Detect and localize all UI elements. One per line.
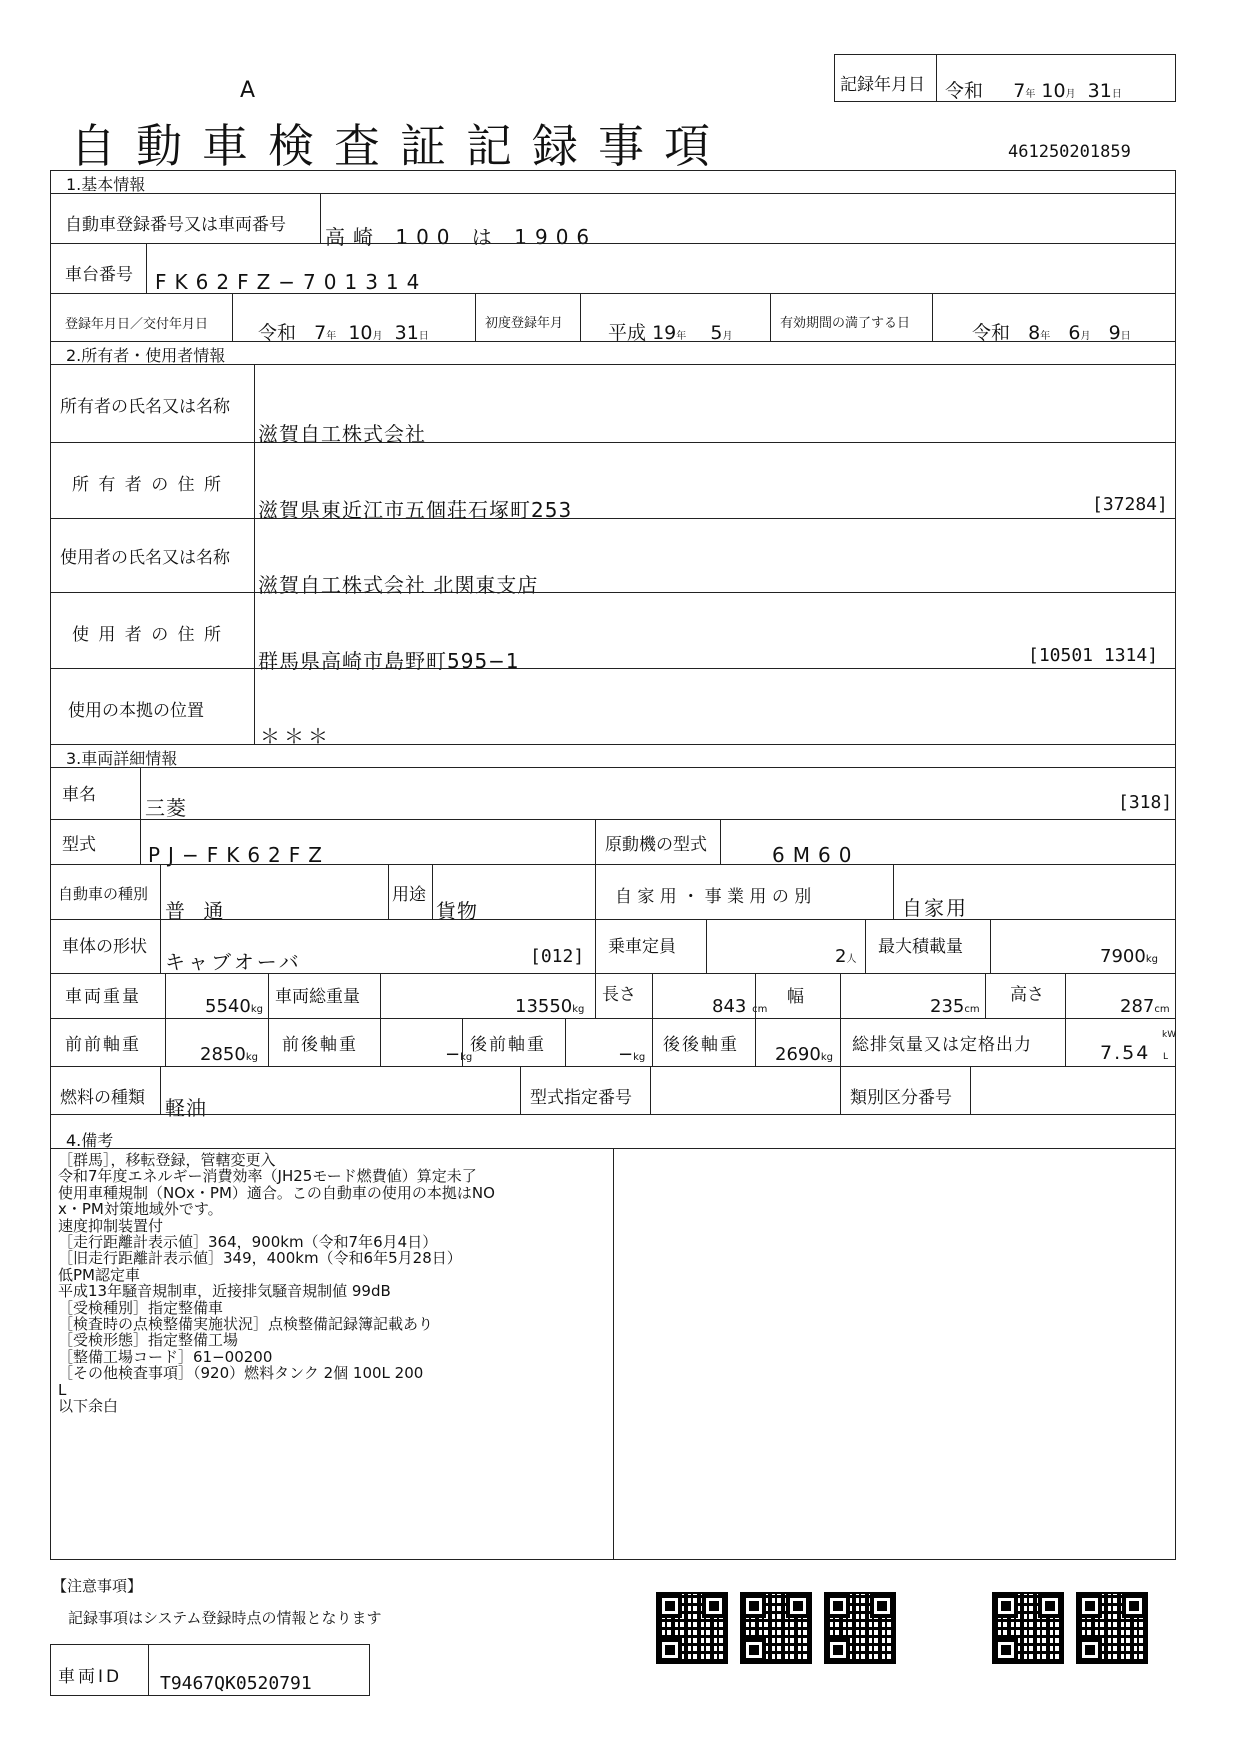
width-value: 235cm	[930, 996, 980, 1017]
owner-address-value: 滋賀県東近江市五個荘石塚町253	[258, 498, 573, 522]
vehicle-weight-value: 5540kg	[205, 996, 263, 1017]
capacity-label: 乗車定員	[608, 937, 676, 957]
length-label: 長さ	[602, 985, 636, 1005]
user-name-label: 使用者の氏名又は名称	[60, 548, 230, 568]
remarks-line: ［受検種別］指定整備車	[58, 1298, 224, 1317]
document-number: 461250201859	[1008, 142, 1131, 162]
section-2-label: 2.所有者・使用者情報	[66, 346, 226, 365]
remarks-line: ［整備工場コード］61−00200	[58, 1347, 273, 1366]
record-date-label: 記録年月日	[840, 75, 925, 95]
user-code: [10501 1314]	[1028, 645, 1159, 666]
expiry-date-value: 令和 8年 6月 9日	[972, 322, 1131, 344]
remarks-line: ［受検形態］指定整備工場	[58, 1331, 239, 1350]
displacement-label: 総排気量又は定格出力	[852, 1035, 1032, 1055]
section-4-label: 4.備考	[66, 1131, 114, 1150]
liter-unit: L	[1163, 1052, 1169, 1062]
chassis-value: FK62FZ−701314	[155, 270, 428, 294]
category-number-label: 類別区分番号	[850, 1088, 952, 1108]
vehicle-type-label: 自動車の種別	[58, 885, 149, 903]
vehicle-id-value: T9467QK0520791	[160, 1673, 312, 1694]
use-value: 貨物	[436, 899, 478, 923]
model-value: PJ−FK62FZ	[148, 843, 330, 867]
remarks-line: 以下余白	[58, 1397, 119, 1416]
remarks-line: ［群馬］，移転登録，管轄変更入	[58, 1151, 276, 1169]
height-label: 高さ	[1010, 985, 1044, 1005]
kw-unit: kW	[1162, 1030, 1177, 1040]
owner-name-label: 所有者の氏名又は名称	[60, 397, 230, 417]
use-label: 用途	[392, 885, 426, 905]
section-1-label: 1.基本情報	[66, 175, 146, 194]
front-front-axle-value: 2850kg	[200, 1044, 258, 1065]
body-shape-code: [012]	[530, 946, 585, 967]
remarks-line: ［その他検査事項］（920）燃料タンク 2個 100L 200	[58, 1364, 424, 1383]
engine-value: 6M60	[772, 843, 860, 867]
vehicle-weight-label: 車両重量	[65, 987, 141, 1007]
base-location-label: 使用の本拠の位置	[68, 701, 204, 721]
chassis-label: 車台番号	[65, 265, 133, 285]
capacity-value: 2人	[835, 946, 857, 967]
rear-rear-axle-label: 後後軸重	[663, 1035, 739, 1055]
vehicle-id-label: 車両ID	[58, 1667, 123, 1687]
record-date-value: 令和 7年 10月 31日	[945, 80, 1122, 102]
designation-number-label: 型式指定番号	[530, 1088, 632, 1108]
remarks-line: 低PM認定車	[58, 1265, 140, 1284]
remarks-line: 令和7年度エネルギー消費効率（JH25モード燃費値）算定未了	[58, 1167, 477, 1186]
issue-date-label: 登録年月日／交付年月日	[65, 317, 209, 332]
front-rear-axle-label: 前後軸重	[282, 1035, 358, 1055]
qr-code	[740, 1592, 812, 1664]
registration-value: 高崎 100 は 1906	[325, 225, 598, 249]
height-value: 287cm	[1120, 996, 1170, 1017]
qr-code	[1076, 1592, 1148, 1664]
corner-letter: A	[240, 78, 256, 103]
length-value: 843 cm	[712, 996, 768, 1017]
remarks-line: ［走行距離計表示値］364，900km（令和7年6月4日）	[58, 1233, 438, 1252]
first-registration-label: 初度登録年月	[485, 316, 564, 331]
base-location-value: ＊＊＊	[260, 724, 332, 748]
owner-address-label: 所 有 者 の 住 所	[72, 475, 224, 495]
make-value: 三菱	[145, 796, 187, 820]
remarks-line: ［旧走行距離計表示値］349，400km（令和6年5月28日）	[58, 1249, 462, 1268]
user-address-value: 群馬県高崎市島野町595−1	[258, 649, 520, 673]
registration-label: 自動車登録番号又は車両番号	[65, 215, 286, 235]
max-load-label: 最大積載量	[878, 937, 963, 957]
qr-code	[656, 1592, 728, 1664]
width-label: 幅	[787, 987, 804, 1007]
front-rear-axle-value: −kg	[445, 1044, 473, 1065]
remarks-text	[58, 1152, 608, 1415]
remarks-line: 平成13年騒音規制車，近接排気騒音規制値 99dB	[58, 1282, 391, 1301]
body-shape-value: キャブオーバ	[165, 950, 302, 974]
rear-rear-axle-value: 2690kg	[775, 1044, 833, 1065]
rear-front-axle-label: 後前軸重	[470, 1035, 546, 1055]
owner-code: [37284]	[1092, 494, 1168, 515]
qr-code	[824, 1592, 896, 1664]
private-business-value: 自家用	[902, 896, 968, 920]
page-title: 自動車検査証記録事項	[70, 119, 730, 173]
owner-name-value: 滋賀自工株式会社	[258, 422, 426, 446]
qr-code	[992, 1592, 1064, 1664]
gross-weight-label: 車両総重量	[275, 987, 360, 1007]
front-front-axle-label: 前前軸重	[65, 1035, 141, 1055]
remarks-line: x・PM対策地域外です。	[58, 1200, 223, 1219]
body-shape-label: 車体の形状	[62, 937, 147, 957]
make-label: 車名	[62, 785, 96, 805]
rear-front-axle-value: −kg	[618, 1044, 646, 1065]
make-code: [318]	[1118, 792, 1173, 813]
remarks-line: L	[58, 1380, 67, 1399]
section-3-label: 3.車両詳細情報	[66, 749, 178, 768]
model-label: 型式	[62, 835, 96, 855]
notes-heading: 【注意事項】	[52, 1577, 143, 1595]
private-business-label: 自 家 用 ・ 事 業 用 の 別	[615, 887, 812, 907]
notes-text: 記録事項はシステム登録時点の情報となります	[68, 1609, 382, 1627]
max-load-value: 7900kg	[1100, 946, 1158, 967]
issue-date-value: 令和 7年 10月 31日	[258, 322, 429, 344]
fuel-type-label: 燃料の種類	[60, 1088, 145, 1108]
remarks-line: 使用車種規制（NOx・PM）適合。この自動車の使用の本拠はNO	[58, 1183, 495, 1202]
fuel-type-value: 軽油	[165, 1096, 207, 1120]
first-registration-value: 平成 19年 5月	[608, 322, 733, 344]
user-address-label: 使 用 者 の 住 所	[72, 625, 224, 645]
engine-label: 原動機の型式	[605, 835, 707, 855]
gross-weight-value: 13550kg	[515, 996, 585, 1017]
expiry-date-label: 有効期間の満了する日	[780, 316, 911, 331]
remarks-line: 速度抑制装置付	[58, 1216, 164, 1235]
displacement-value: 7.54	[1100, 1042, 1151, 1064]
remarks-line: ［検査時の点検整備実施状況］点検整備記録簿記載あり	[58, 1315, 434, 1334]
vehicle-type-value: 普 通	[165, 899, 230, 923]
user-name-value: 滋賀自工株式会社 北関東支店	[258, 573, 539, 597]
